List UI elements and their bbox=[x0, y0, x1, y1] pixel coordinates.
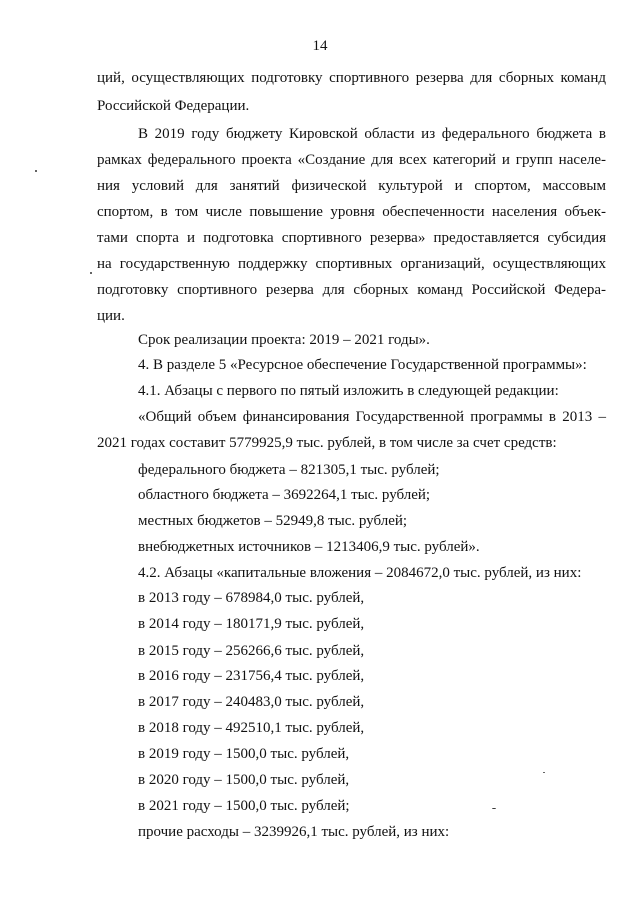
text-line: в 2021 году – 1500,0 тыс. рублей; bbox=[138, 798, 350, 814]
text-line: в 2020 году – 1500,0 тыс. рублей, bbox=[138, 772, 350, 788]
text-line: на государственную поддержку спортивных организаций, осуществляющих bbox=[97, 256, 606, 272]
text-line: 4.1. Абзацы с первого по пятый изложить в следующей редакции: bbox=[138, 383, 559, 399]
text-line: прочие расходы – 3239926,1 тыс. рублей, из них: bbox=[138, 824, 450, 840]
scan-speck bbox=[492, 808, 496, 809]
text-line: внебюджетных источников – 1213406,9 тыс. рублей». bbox=[138, 539, 480, 555]
text-line: подготовку спортивного резерва для сборных команд Российской Федера- bbox=[97, 282, 606, 298]
text-line: местных бюджетов – 52949,8 тыс. рублей; bbox=[138, 513, 408, 529]
text-line: ния условий для занятий физической культурой и спортом, массовым bbox=[97, 178, 606, 194]
text-line: в 2015 году – 256266,6 тыс. рублей, bbox=[138, 643, 365, 659]
text-line: ции. bbox=[97, 308, 125, 324]
page-number: 14 bbox=[312, 38, 328, 54]
text-line: в 2014 году – 180171,9 тыс. рублей, bbox=[138, 616, 365, 632]
text-line: Срок реализации проекта: 2019 – 2021 годы». bbox=[138, 332, 430, 348]
text-line: в 2017 году – 240483,0 тыс. рублей, bbox=[138, 694, 365, 710]
text-line: «Общий объем финансирования Государственной программы в 2013 – bbox=[138, 409, 606, 425]
scan-speck bbox=[90, 272, 92, 274]
text-line: федерального бюджета – 821305,1 тыс. рублей; bbox=[138, 462, 440, 478]
text-line: спортом, в том числе повышение уровня обеспеченности населения объек- bbox=[97, 204, 606, 220]
scan-speck bbox=[35, 170, 37, 172]
text-line: в 2018 году – 492510,1 тыс. рублей, bbox=[138, 720, 365, 736]
text-line: 4. В разделе 5 «Ресурсное обеспечение Государственной программы»: bbox=[138, 357, 587, 373]
text-line: В 2019 году бюджету Кировской области из федерального бюджета в bbox=[138, 126, 606, 142]
scan-speck bbox=[543, 772, 545, 773]
text-line: Российской Федерации. bbox=[97, 98, 250, 114]
text-line: областного бюджета – 3692264,1 тыс. рублей; bbox=[138, 487, 431, 503]
text-line: 2021 годах составит 5779925,9 тыс. рублей, в том числе за счет средств: bbox=[97, 435, 557, 451]
text-line: рамках федерального проекта «Создание для всех категорий и групп населе- bbox=[97, 152, 606, 168]
text-line: в 2016 году – 231756,4 тыс. рублей, bbox=[138, 668, 365, 684]
text-line: ций, осуществляющих подготовку спортивного резерва для сборных команд bbox=[97, 70, 606, 86]
text-line: в 2013 году – 678984,0 тыс. рублей, bbox=[138, 590, 365, 606]
text-line: 4.2. Абзацы «капитальные вложения – 2084672,0 тыс. рублей, из них: bbox=[138, 565, 582, 581]
text-line: тами спорта и подготовка спортивного резерва» предоставляется субсидия bbox=[97, 230, 606, 246]
text-line: в 2019 году – 1500,0 тыс. рублей, bbox=[138, 746, 350, 762]
